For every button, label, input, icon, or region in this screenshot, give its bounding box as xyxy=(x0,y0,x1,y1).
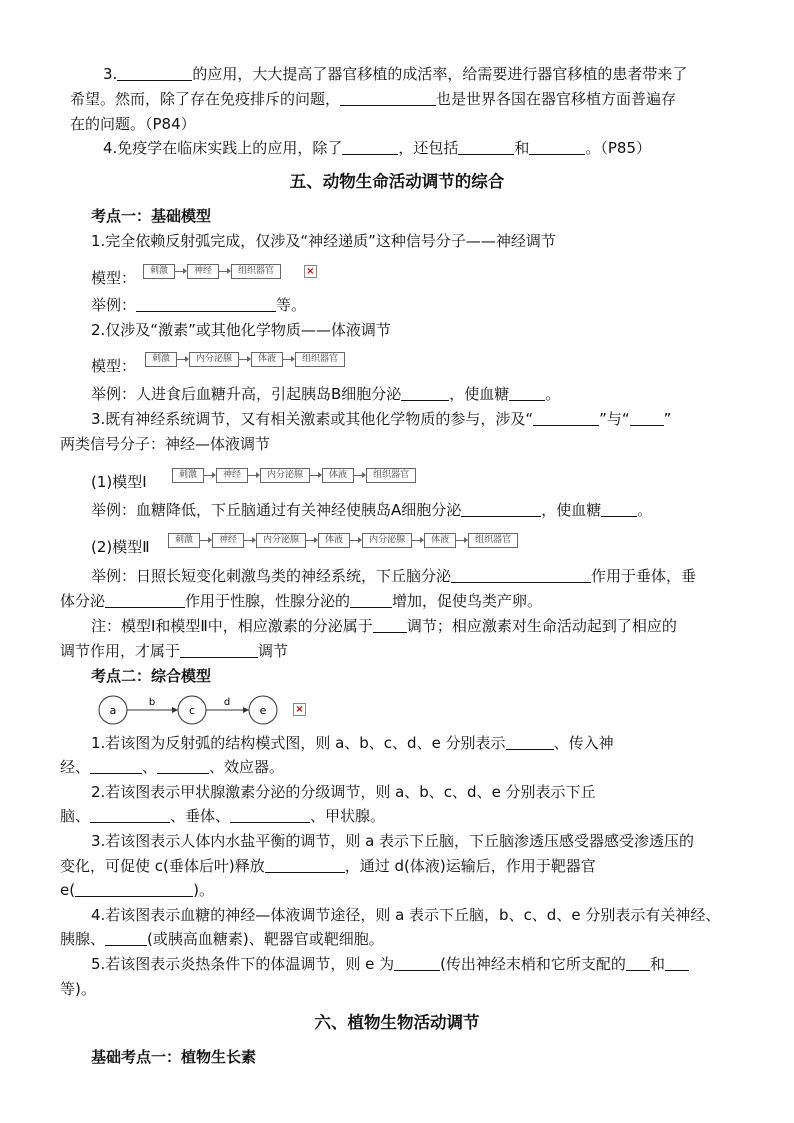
text: 。 xyxy=(545,385,561,403)
question-3-line-3 xyxy=(60,880,214,900)
blank-field[interactable] xyxy=(529,139,585,155)
question-4-line-2 xyxy=(60,929,384,949)
model-3-line-2: 两类信号分子：神经—体液调节 xyxy=(60,435,271,453)
flow-box: 内分泌腺 xyxy=(256,533,306,548)
blank-field[interactable] xyxy=(136,296,276,312)
text: 举例：血糖降低，下丘脑通过有关神经使胰岛A细胞分泌 xyxy=(91,501,462,519)
flow-arrow xyxy=(283,353,295,366)
example-2 xyxy=(91,384,560,404)
question-5-line-2: 等)。 xyxy=(60,980,96,998)
text: 调节 xyxy=(258,642,289,660)
comprehensive-model-diagram xyxy=(96,694,316,726)
flow-box: 组织器官 xyxy=(468,533,518,548)
question-3-line-2 xyxy=(60,856,596,876)
text: ，使血糖 xyxy=(449,385,510,403)
text: 。 xyxy=(637,501,653,519)
question-5-line-1 xyxy=(91,954,689,974)
flow-arrow xyxy=(175,265,187,278)
blank-field[interactable] xyxy=(90,758,142,774)
example-3 xyxy=(91,500,652,520)
flow-arrow xyxy=(239,353,251,366)
flow-arrow xyxy=(310,469,322,482)
text: 调节作用，才属于 xyxy=(60,642,181,660)
blank-field[interactable] xyxy=(533,410,599,426)
text: 经、 xyxy=(60,758,91,776)
blank-field[interactable] xyxy=(265,857,345,873)
flow-box: 刺激 xyxy=(143,264,175,279)
text: ，通过 d(体液)运输后，作用于靶器官 xyxy=(344,857,596,875)
flow-arrow xyxy=(244,534,256,547)
flow-box: 刺激 xyxy=(172,468,204,483)
blank-field[interactable] xyxy=(342,139,398,155)
flow-box: 刺激 xyxy=(168,533,200,548)
question-1-line-1 xyxy=(91,733,614,753)
arrow-label: b xyxy=(148,697,156,708)
flow-box: 体液 xyxy=(424,533,456,548)
text: 和 xyxy=(514,139,530,157)
text: 4.免疫学在临床实践上的应用，除了 xyxy=(103,139,343,157)
text: 、甲状腺。 xyxy=(310,807,386,825)
flow-box: 神经 xyxy=(187,264,219,279)
kaodian-basic-1: 基础考点一：植物生长素 xyxy=(91,1048,257,1066)
flow-box: 组织器官 xyxy=(231,264,281,279)
example-1 xyxy=(91,295,306,315)
text: 脑、 xyxy=(60,807,91,825)
blank-field[interactable] xyxy=(451,567,591,583)
kaodian-1: 考点一：基础模型 xyxy=(91,207,212,225)
flow-box: 神经 xyxy=(216,468,248,483)
flow-arrow xyxy=(177,353,189,366)
arrow xyxy=(206,697,249,713)
blank-field[interactable] xyxy=(461,501,541,517)
model-2-text: 2.仅涉及“激素”或其他化学物质——体液调节 xyxy=(91,321,391,339)
text: 变化，可促使 c(垂体后叶)释放 xyxy=(60,857,265,875)
flow-box: 内分泌腺 xyxy=(189,352,239,367)
text: 也是世界各国在器官移植方面普遍存 xyxy=(436,90,677,108)
blank-field[interactable] xyxy=(230,807,310,823)
flow-arrow xyxy=(248,469,260,482)
broken-image-icon: × xyxy=(304,265,317,278)
q3-line-3: 在的问题。（P84） xyxy=(70,115,196,133)
flow-box: 体液 xyxy=(318,533,350,548)
section-heading-5: 五、动物生命活动调节的综合 xyxy=(289,172,505,191)
node-label: a xyxy=(109,704,117,717)
blank-field[interactable] xyxy=(394,955,440,971)
text: 1.若该图为反射弧的结构模式图，则 a、b、c、d、e 分别表示 xyxy=(91,734,506,752)
model-3-line-1 xyxy=(91,409,671,429)
text: ，使血糖 xyxy=(541,501,602,519)
text: 注：模型Ⅰ和模型Ⅱ中，相应激素的分泌属于 xyxy=(91,617,373,635)
broken-image-icon: × xyxy=(293,703,306,716)
text: 等。 xyxy=(276,296,307,314)
blank-field[interactable] xyxy=(340,90,436,106)
flow-box: 刺激 xyxy=(145,352,177,367)
flow-arrow xyxy=(200,534,212,547)
kaodian-2: 考点二：综合模型 xyxy=(91,667,212,685)
blank-field[interactable] xyxy=(105,592,185,608)
node-label: e xyxy=(259,704,267,717)
text: ，还包括 xyxy=(398,139,459,157)
flow-arrow xyxy=(306,534,318,547)
text: 的应用，大大提高了器官移植的成活率，给需要进行器官移植的患者带来了 xyxy=(192,65,688,83)
text: 5.若该图表示炎热条件下的体温调节，则 e 为 xyxy=(91,955,395,973)
flow-box: 内分泌腺 xyxy=(260,468,310,483)
blank-field[interactable] xyxy=(180,642,258,658)
flow-arrow xyxy=(456,534,468,547)
section-heading-6: 六、植物生物活动调节 xyxy=(314,1013,480,1032)
blank-field[interactable] xyxy=(105,930,147,946)
question-3-line-1: 3.若该图表示人体内水盐平衡的调节，则 a 表示下丘脑，下丘脑渗透压感受器感受渗透压的 xyxy=(91,832,695,850)
text: 。（P85） xyxy=(585,139,651,157)
text: ” xyxy=(663,410,672,428)
text: 调节；相应激素对生命活动起到了相应的 xyxy=(406,617,677,635)
text: 举例：人进食后血糖升高，引起胰岛B细胞分泌 xyxy=(91,385,402,403)
model-2-label: 模型： xyxy=(91,357,137,375)
flow-box: 组织器官 xyxy=(366,468,416,483)
text: 、垂体、 xyxy=(170,807,231,825)
arrow xyxy=(127,697,178,713)
text: 3.既有神经系统调节，又有相关激素或其他化学物质的参与，涉及“ xyxy=(91,410,534,428)
q3-line-1 xyxy=(103,64,687,84)
flow-arrow xyxy=(219,265,231,278)
arrow-label: d xyxy=(223,697,231,708)
blank-field[interactable] xyxy=(509,385,545,401)
circle-node xyxy=(249,696,277,724)
text: 举例：日照长短变化刺激鸟类的神经系统，下丘脑分泌 xyxy=(91,567,452,585)
flow-arrow xyxy=(354,469,366,482)
question-1-line-2 xyxy=(60,757,284,777)
text: e( xyxy=(60,881,76,899)
model-1-text: 1.完全依赖反射弧完成，仅涉及“神经递质”这种信号分子——神经调节 xyxy=(91,232,556,250)
circle-node xyxy=(99,696,127,724)
node-label: c xyxy=(188,704,196,717)
blank-field[interactable] xyxy=(75,881,193,897)
blank-field[interactable] xyxy=(665,955,689,971)
model-ii-label: (2)模型Ⅱ xyxy=(91,538,150,556)
model-2-flow xyxy=(145,349,345,369)
blank-field[interactable] xyxy=(458,139,514,155)
blank-field[interactable] xyxy=(401,385,449,401)
text: 和 xyxy=(649,955,665,973)
text: )。 xyxy=(193,881,214,899)
text: 、 xyxy=(142,758,158,776)
model-ii-flow xyxy=(168,530,518,550)
model-i-label: (1)模型Ⅰ xyxy=(91,473,147,491)
text: 、效应器。 xyxy=(209,758,285,776)
blank-field[interactable] xyxy=(373,617,407,633)
flow-box: 组织器官 xyxy=(295,352,345,367)
flow-arrow xyxy=(204,469,216,482)
blank-field[interactable] xyxy=(601,501,637,517)
blank-field[interactable] xyxy=(117,65,192,81)
circle-node xyxy=(178,696,206,724)
text: 举例： xyxy=(91,296,137,314)
text: (或胰高血糖素)、靶器官或靶细胞。 xyxy=(147,930,384,948)
text: ”与“ xyxy=(599,410,630,428)
text: 作用于性腺，性腺分泌的 xyxy=(185,592,351,610)
flow-box: 体液 xyxy=(251,352,283,367)
text: 希望。然而，除了存在免疫排斥的问题， xyxy=(70,90,341,108)
flow-box: 内分泌腺 xyxy=(362,533,412,548)
question-4-line-1: 4.若该图表示血糖的神经—体液调节途径，则 a 表示下丘脑，b、c、d、e 分别表示有关神经、 xyxy=(91,906,721,924)
model-i-flow xyxy=(172,465,416,485)
text: 胰腺、 xyxy=(60,930,106,948)
example-4-line-2 xyxy=(60,591,542,611)
blank-field[interactable] xyxy=(90,807,170,823)
flow-arrow xyxy=(350,534,362,547)
blank-field[interactable] xyxy=(626,955,650,971)
note-line-1 xyxy=(91,616,677,636)
text: (传出神经末梢和它所支配的 xyxy=(440,955,626,973)
text: 体分泌 xyxy=(60,592,106,610)
q3-line-2 xyxy=(70,89,676,109)
blank-field[interactable] xyxy=(157,758,209,774)
blank-field[interactable] xyxy=(350,592,392,608)
text: 3. xyxy=(103,65,118,83)
blank-field[interactable] xyxy=(630,410,664,426)
flow-box: 神经 xyxy=(212,533,244,548)
blank-field[interactable] xyxy=(506,734,554,750)
text: 作用于垂体，垂 xyxy=(591,567,697,585)
question-2-line-2 xyxy=(60,806,385,826)
text: 增加，促使鸟类产卵。 xyxy=(392,592,543,610)
model-1-flow xyxy=(143,261,317,281)
example-4-line-1 xyxy=(91,566,696,586)
note-line-2 xyxy=(60,641,288,661)
q4-line xyxy=(103,138,651,158)
flow-arrow xyxy=(412,534,424,547)
flow-box: 体液 xyxy=(322,468,354,483)
question-2-line-1: 2.若该图表示甲状腺激素分泌的分级调节，则 a、b、c、d、e 分别表示下丘 xyxy=(91,783,596,801)
model-1-label: 模型： xyxy=(91,269,137,287)
text: 、传入神 xyxy=(553,734,614,752)
